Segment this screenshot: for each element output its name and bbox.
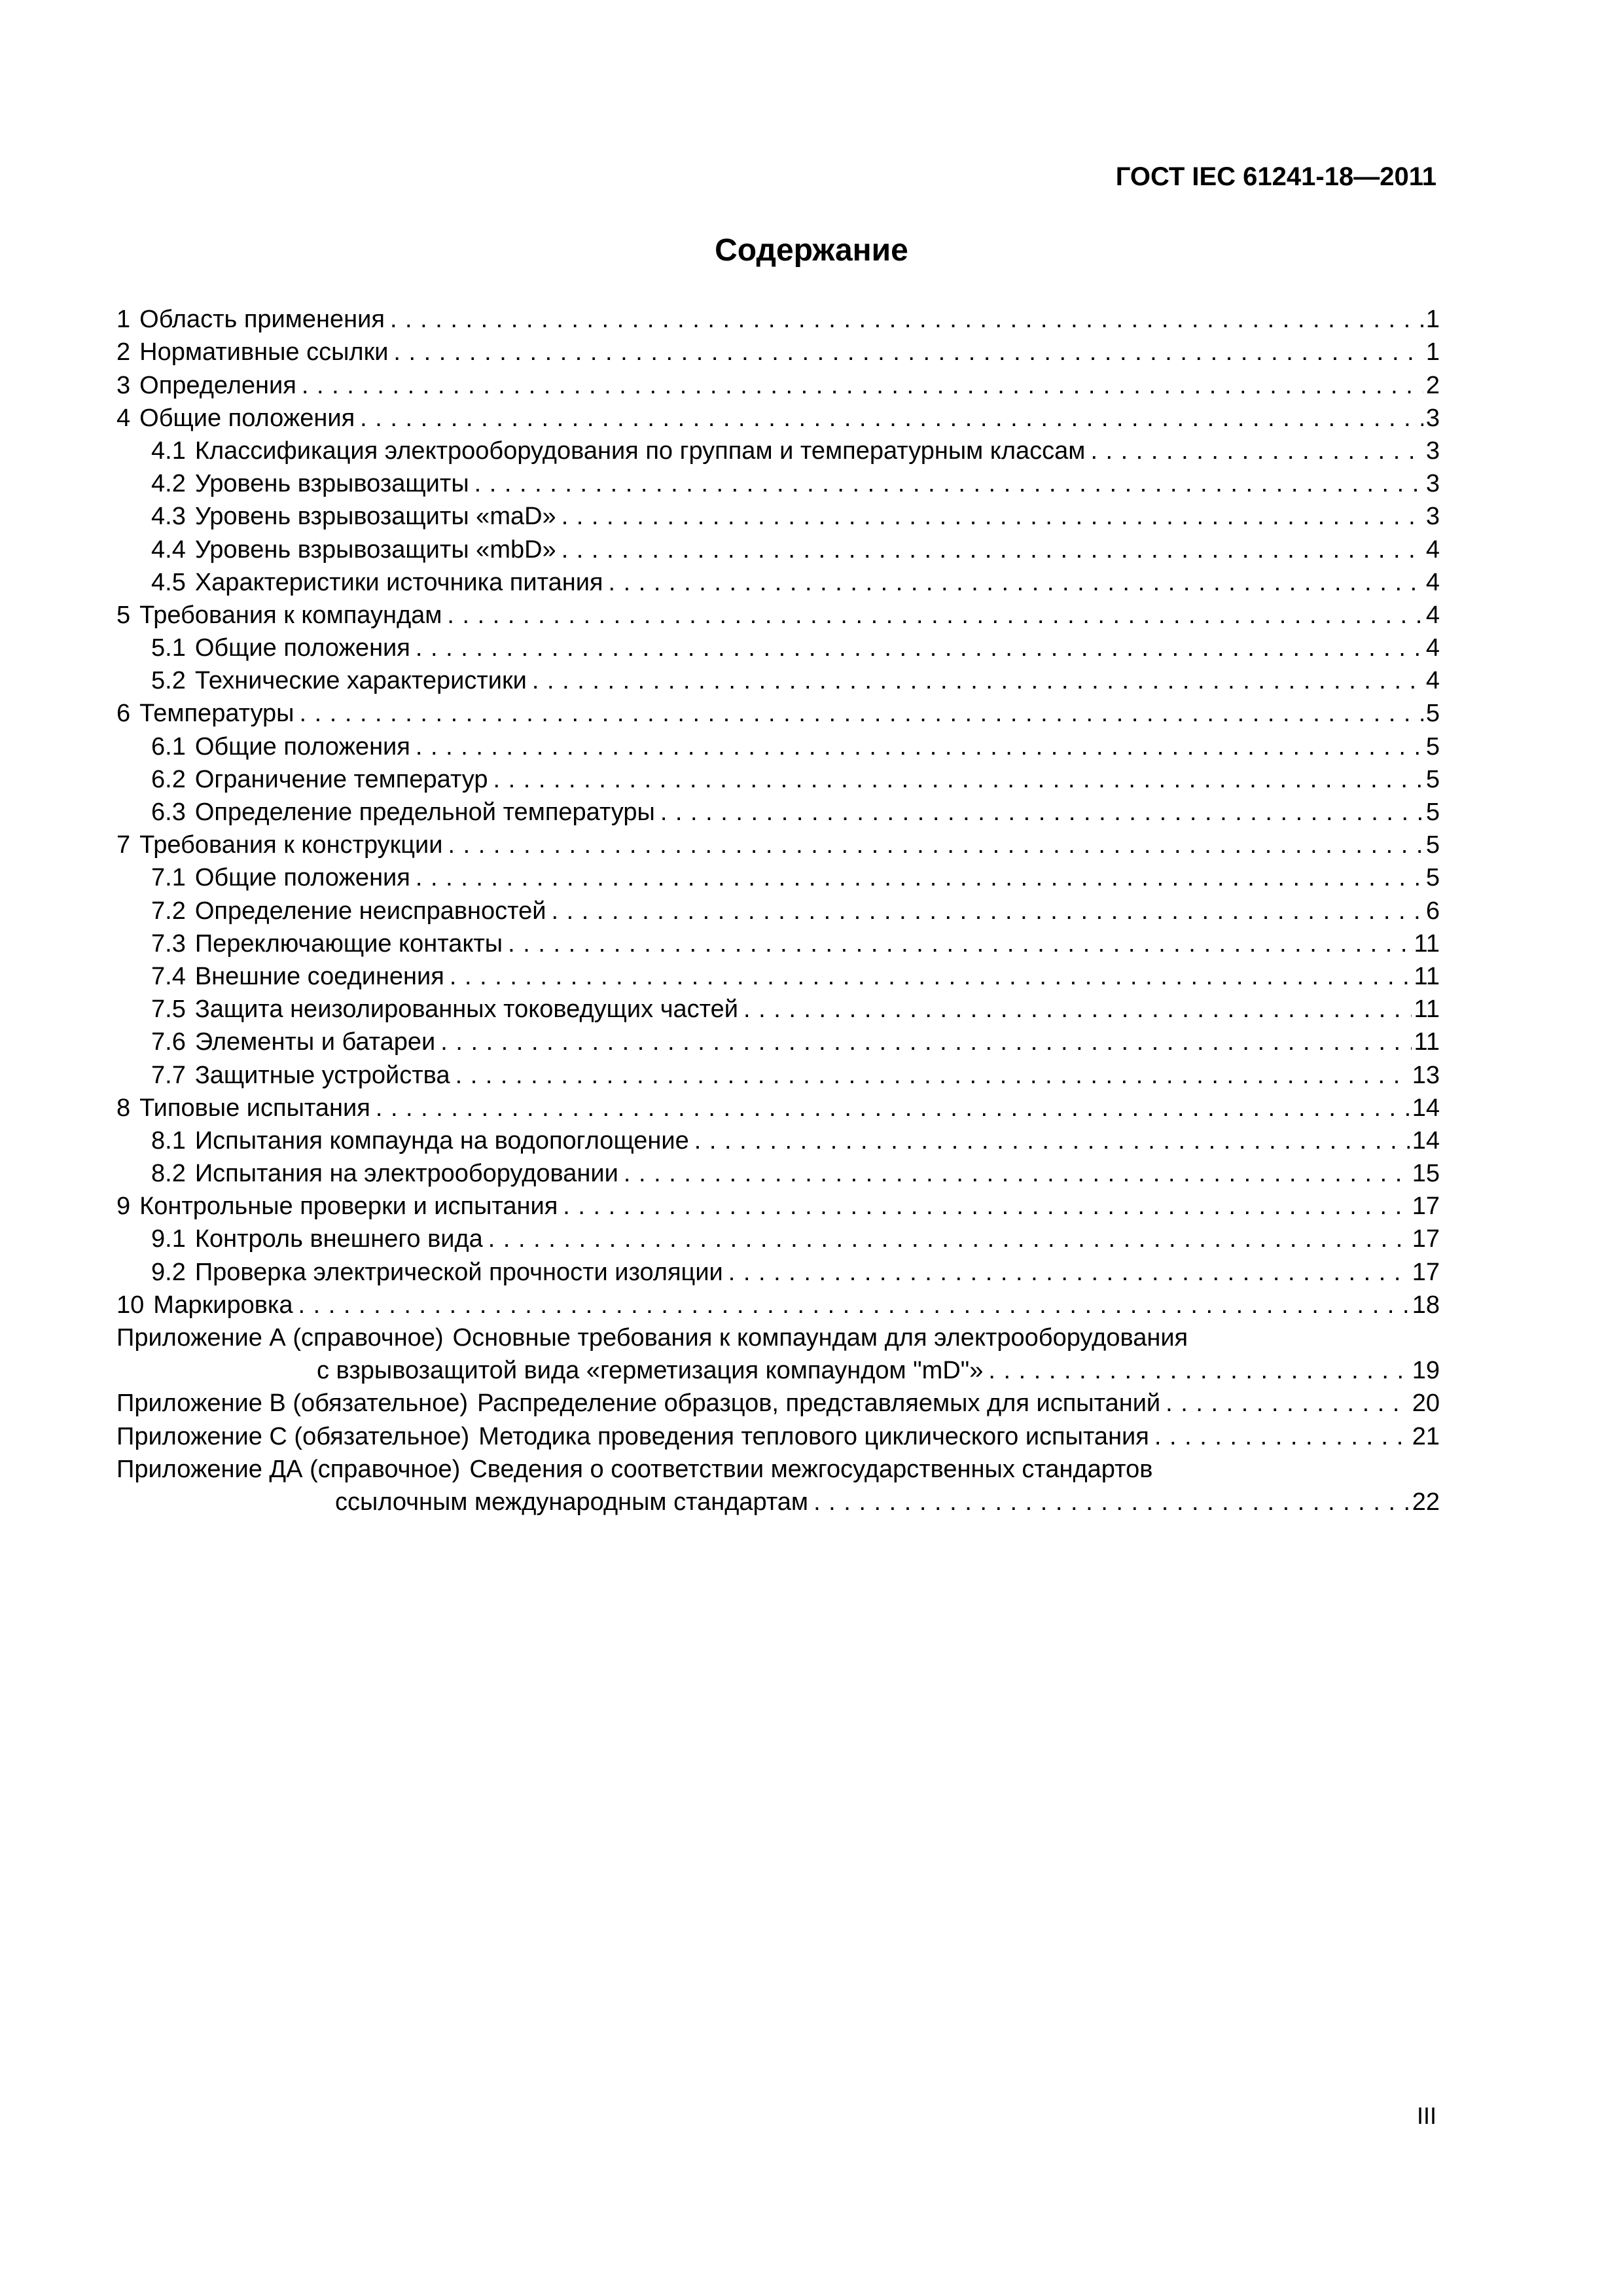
toc-entry[interactable] xyxy=(116,1190,1440,1223)
toc-entry-number: 4.3 xyxy=(151,503,186,531)
toc-entry[interactable] xyxy=(116,927,1440,960)
appendix-title: Сведения о соответствии межгосударственных стандартов xyxy=(469,1455,1153,1483)
toc-appendix-entry[interactable] xyxy=(116,1453,1440,1518)
toc-entry[interactable] xyxy=(116,861,1440,894)
toc-entry-number: 2 xyxy=(116,338,131,367)
appendix-line xyxy=(116,1354,1440,1387)
dot-leader xyxy=(360,402,1423,435)
toc-entry-number: 7.4 xyxy=(151,962,186,990)
dot-leader xyxy=(416,632,1423,664)
toc-entry-number: 7 xyxy=(116,831,131,859)
dot-leader xyxy=(450,960,1412,993)
toc-entry-title: Определение неисправностей xyxy=(194,897,546,925)
toc-entry-title: Уровень взрывозащиты «maD» xyxy=(194,503,556,531)
toc-entry-page: 5 xyxy=(1425,700,1440,728)
toc-entry[interactable] xyxy=(116,664,1440,697)
toc-entry-page: 4 xyxy=(1425,535,1440,564)
toc-entry-page: 3 xyxy=(1425,437,1440,465)
toc-entry-title: Контроль внешнего вида xyxy=(194,1225,483,1253)
toc-entry-page: 4 xyxy=(1425,634,1440,662)
toc-entry-page: 4 xyxy=(1425,667,1440,695)
toc-entry-page: 6 xyxy=(1425,897,1440,925)
toc-entry[interactable] xyxy=(116,402,1440,435)
toc-entry[interactable] xyxy=(116,894,1440,927)
toc-entry-page: 11 xyxy=(1414,929,1440,958)
toc-entry[interactable] xyxy=(116,632,1440,664)
toc-entry-number: 6.1 xyxy=(151,732,186,761)
toc-entry-number: 7.5 xyxy=(151,996,186,1024)
appendix-line xyxy=(116,1453,1440,1486)
toc-entry[interactable] xyxy=(116,566,1440,599)
toc-entry-page: 4 xyxy=(1425,601,1440,629)
toc-entry-title: Общие положения xyxy=(194,864,410,892)
toc-entry-page: 3 xyxy=(1425,503,1440,531)
toc-entry-title: Уровень взрывозащиты xyxy=(194,470,469,498)
appendix-title: Распределение образцов, представляемых для испытаний xyxy=(477,1390,1161,1418)
dot-leader xyxy=(609,566,1423,599)
toc-entry-number: 4.4 xyxy=(151,535,186,564)
dot-leader xyxy=(416,861,1423,894)
toc-entry-number: 6 xyxy=(116,700,131,728)
appendix-label: Приложение С (обязательное) xyxy=(116,1422,470,1450)
toc-entry[interactable] xyxy=(116,533,1440,565)
toc-entry-title: Классификация электрооборудования по группам и температурным классам xyxy=(194,437,1086,465)
toc-entry-page: 11 xyxy=(1414,962,1440,990)
dot-leader xyxy=(660,796,1423,829)
dot-leader xyxy=(393,336,1423,368)
appendix-line xyxy=(116,1486,1440,1518)
toc-entry-title: Элементы и батареи xyxy=(194,1028,436,1056)
toc-entry-page: 11 xyxy=(1414,1028,1440,1056)
toc-entry-page: 14 xyxy=(1412,1126,1440,1155)
toc-entry[interactable] xyxy=(116,1026,1440,1058)
dot-leader xyxy=(694,1124,1410,1157)
toc-entry[interactable] xyxy=(116,796,1440,829)
appendix-line xyxy=(116,1387,1440,1420)
toc-entry-number: 8.2 xyxy=(151,1160,186,1188)
toc-entry[interactable] xyxy=(116,599,1440,632)
toc-entry-page: 5 xyxy=(1425,765,1440,793)
toc-entry[interactable] xyxy=(116,500,1440,533)
appendix-title: Основные требования к компаундам для электрооборудования xyxy=(452,1323,1188,1352)
toc-entry-title: Проверка электрической прочности изоляции xyxy=(194,1258,723,1286)
toc-entry-page: 22 xyxy=(1412,1488,1440,1516)
toc-entry-number: 7.1 xyxy=(151,864,186,892)
toc-entry-page: 21 xyxy=(1412,1422,1440,1450)
dot-leader xyxy=(299,697,1423,730)
toc-entry[interactable] xyxy=(116,467,1440,500)
toc-entry[interactable] xyxy=(116,993,1440,1026)
appendix-line xyxy=(116,1420,1440,1452)
dot-leader xyxy=(532,664,1423,697)
appendix-title-continued: ссылочным международным стандартам xyxy=(335,1488,809,1516)
dot-leader xyxy=(488,1223,1410,1255)
toc-entry-title: Температуры xyxy=(139,700,294,728)
dot-leader xyxy=(1090,435,1423,467)
toc-entry-page: 5 xyxy=(1425,798,1440,826)
toc-entry-title: Нормативные ссылки xyxy=(139,338,389,367)
toc-entry-page: 1 xyxy=(1425,338,1440,367)
toc-entry-number: 1 xyxy=(116,306,131,334)
toc-entry-number: 6.2 xyxy=(151,765,186,793)
dot-leader xyxy=(302,369,1423,402)
toc-entry-number: 8.1 xyxy=(151,1126,186,1155)
toc-entry-number: 6.3 xyxy=(151,798,186,826)
toc-entry[interactable] xyxy=(116,1124,1440,1157)
toc-entry-page: 17 xyxy=(1412,1225,1440,1253)
toc-entry-title: Испытания компаунда на водопоглощение xyxy=(194,1126,689,1155)
toc-entry-title: Требования к конструкции xyxy=(139,831,443,859)
toc-entry-page: 19 xyxy=(1412,1357,1440,1385)
toc-entry-title: Общие положения xyxy=(194,634,410,662)
toc-entry[interactable] xyxy=(116,336,1440,368)
dot-leader xyxy=(988,1354,1409,1387)
appendix-label: Приложение ДА (справочное) xyxy=(116,1455,461,1483)
toc-entry-title: Защитные устройства xyxy=(194,1061,450,1089)
toc-title: Содержание xyxy=(715,233,908,268)
toc-entry-title: Защита неизолированных токоведущих частей xyxy=(194,996,738,1024)
appendix-title: Методика проведения теплового циклического испытания xyxy=(478,1422,1149,1450)
toc-entry-title: Область применения xyxy=(139,306,385,334)
toc-entry-title: Характеристики источника питания xyxy=(194,568,603,596)
toc-entry[interactable] xyxy=(116,1255,1440,1288)
toc-entry[interactable] xyxy=(116,435,1440,467)
dot-leader xyxy=(508,927,1411,960)
dot-leader xyxy=(440,1026,1411,1058)
toc-entry-number: 8 xyxy=(116,1094,131,1122)
toc-entry-number: 5.2 xyxy=(151,667,186,695)
page-number: III xyxy=(1416,2102,1436,2129)
toc-entry[interactable] xyxy=(116,730,1440,762)
toc-entry[interactable] xyxy=(116,1223,1440,1255)
toc-appendix-entry[interactable] xyxy=(116,1387,1440,1420)
toc-entry-number: 7.3 xyxy=(151,929,186,958)
toc-entry-number: 4.1 xyxy=(151,437,186,465)
toc-entry-title: Типовые испытания xyxy=(139,1094,370,1122)
dot-leader xyxy=(448,829,1423,861)
toc-entry-page: 3 xyxy=(1425,470,1440,498)
dot-leader xyxy=(728,1256,1410,1289)
toc-entry[interactable] xyxy=(116,1289,1440,1321)
toc-entry-number: 9.2 xyxy=(151,1258,186,1286)
toc-entry-page: 15 xyxy=(1412,1160,1440,1188)
dot-leader xyxy=(1166,1387,1410,1420)
toc-entry-title: Общие положения xyxy=(139,404,355,432)
toc-entry-page: 17 xyxy=(1412,1258,1440,1286)
dot-leader xyxy=(813,1486,1410,1518)
appendix-label: Приложение А (справочное) xyxy=(116,1323,444,1352)
dot-leader xyxy=(563,1190,1409,1223)
toc-appendix-entry[interactable] xyxy=(116,1420,1440,1452)
toc-entry-title: Внешние соединения xyxy=(194,962,444,990)
toc-entry-page: 5 xyxy=(1425,864,1440,892)
dot-leader xyxy=(562,533,1423,566)
dot-leader xyxy=(474,467,1423,500)
toc-entry-number: 9 xyxy=(116,1193,131,1221)
toc-entry-title: Уровень взрывозащиты «mbD» xyxy=(194,535,556,564)
toc-entry-page: 5 xyxy=(1425,732,1440,761)
toc-entry[interactable] xyxy=(116,697,1440,730)
toc-entry-page: 3 xyxy=(1425,404,1440,432)
toc-entry-number: 3 xyxy=(116,371,131,399)
dot-leader xyxy=(416,730,1423,763)
dot-leader xyxy=(743,993,1412,1026)
table-of-contents xyxy=(116,303,1440,1518)
dot-leader xyxy=(624,1157,1410,1190)
toc-entry-page: 11 xyxy=(1414,996,1440,1024)
toc-entry-page: 5 xyxy=(1425,831,1440,859)
toc-entry-page: 18 xyxy=(1412,1291,1440,1319)
toc-entry-title: Требования к компаундам xyxy=(139,601,442,629)
dot-leader xyxy=(493,763,1423,796)
toc-entry-title: Переключающие контакты xyxy=(194,929,503,958)
toc-entry-page: 4 xyxy=(1425,568,1440,596)
toc-entry-title: Определения xyxy=(139,371,296,399)
appendix-line xyxy=(116,1321,1440,1354)
toc-entry-page: 17 xyxy=(1412,1193,1440,1221)
toc-entry[interactable] xyxy=(116,1157,1440,1190)
toc-entry-title: Общие положения xyxy=(194,732,410,761)
toc-entry-number: 7.2 xyxy=(151,897,186,925)
dot-leader xyxy=(447,599,1423,632)
toc-entry[interactable] xyxy=(116,829,1440,861)
toc-entry[interactable] xyxy=(116,960,1440,993)
toc-entry-number: 7.6 xyxy=(151,1028,186,1056)
toc-entry-page: 2 xyxy=(1425,371,1440,399)
toc-entry-title: Технические характеристики xyxy=(194,667,527,695)
toc-entry-page: 14 xyxy=(1412,1094,1440,1122)
toc-entry-number: 5.1 xyxy=(151,634,186,662)
toc-entry-title: Испытания на электрооборудовании xyxy=(194,1160,618,1188)
toc-entry-number: 10 xyxy=(116,1291,145,1319)
toc-entry-number: 4 xyxy=(116,404,131,432)
toc-entry-title: Определение предельной температуры xyxy=(194,798,655,826)
appendix-title-continued: с взрывозащитой вида «герметизация компаундом "mD"» xyxy=(317,1357,984,1385)
toc-entry-number: 9.1 xyxy=(151,1225,186,1253)
toc-entry[interactable] xyxy=(116,763,1440,796)
toc-entry-page: 20 xyxy=(1412,1390,1440,1418)
toc-entry[interactable] xyxy=(116,1092,1440,1124)
toc-entry-number: 7.7 xyxy=(151,1061,186,1089)
dot-leader xyxy=(562,500,1423,533)
appendix-label: Приложение В (обязательное) xyxy=(116,1390,469,1418)
dot-leader xyxy=(1154,1420,1410,1453)
dot-leader xyxy=(376,1092,1410,1124)
dot-leader xyxy=(552,895,1423,927)
toc-entry-page: 1 xyxy=(1425,306,1440,334)
dot-leader xyxy=(455,1059,1410,1092)
toc-entry-title: Маркировка xyxy=(153,1291,293,1319)
toc-entry-number: 4.5 xyxy=(151,568,186,596)
toc-entry[interactable] xyxy=(116,303,1440,336)
dot-leader xyxy=(390,303,1423,336)
document-id: ГОСТ IEC 61241-18—2011 xyxy=(1115,162,1436,191)
dot-leader xyxy=(298,1289,1410,1321)
toc-entry-number: 5 xyxy=(116,601,131,629)
toc-entry[interactable] xyxy=(116,368,1440,401)
toc-appendix-entry[interactable] xyxy=(116,1321,1440,1387)
toc-entry-page: 13 xyxy=(1412,1061,1440,1089)
toc-entry-number: 4.2 xyxy=(151,470,186,498)
toc-entry-title: Контрольные проверки и испытания xyxy=(139,1193,558,1221)
toc-entry[interactable] xyxy=(116,1058,1440,1091)
toc-entry-title: Ограничение температур xyxy=(194,765,488,793)
